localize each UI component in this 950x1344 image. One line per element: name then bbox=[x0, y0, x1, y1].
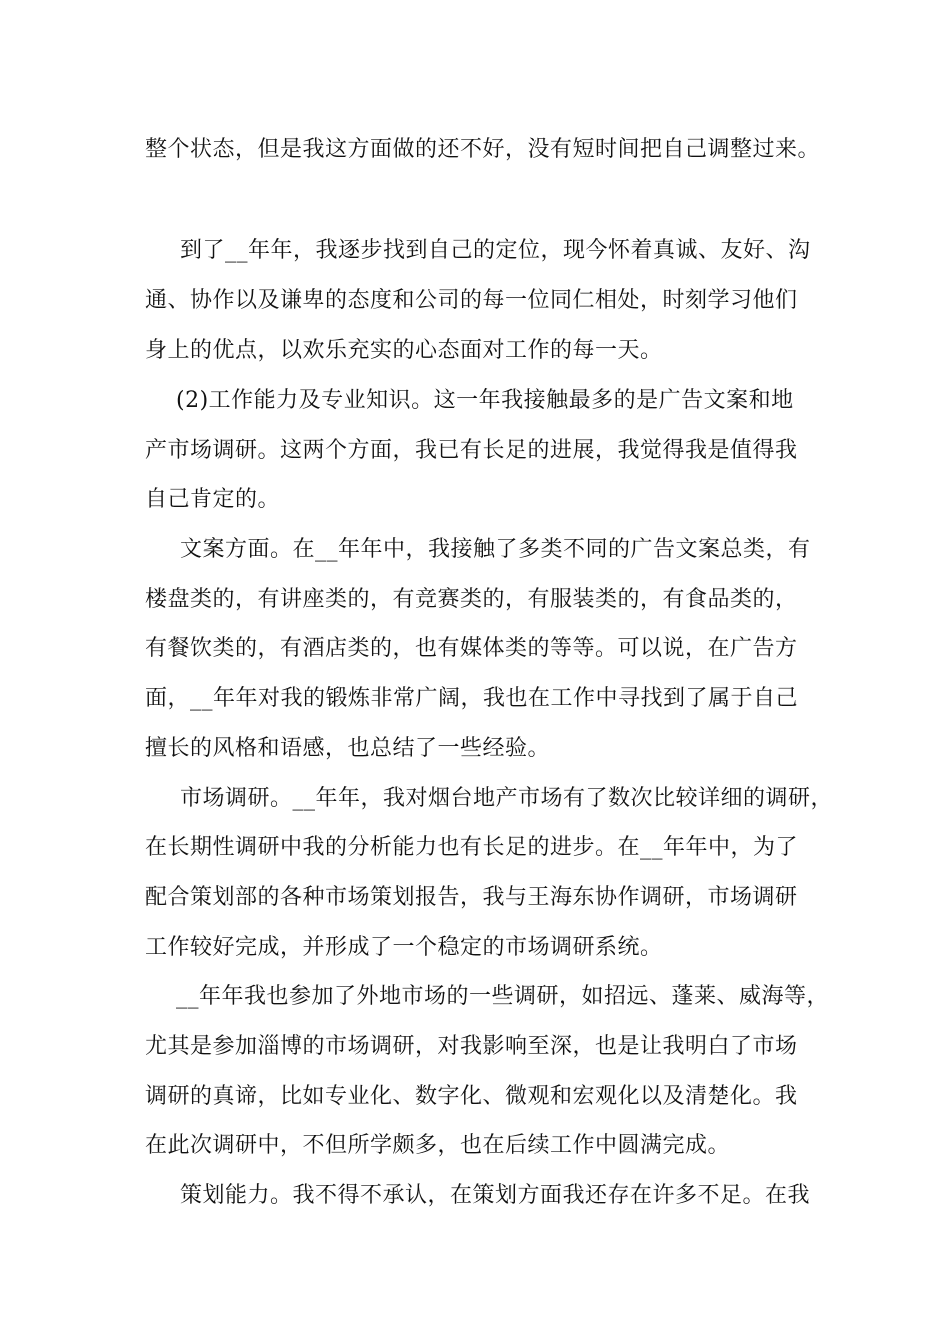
text-line: 在长期性调研中我的分析能力也有长足的进步。在__年年中，为了 bbox=[145, 835, 799, 860]
text-line: 擅长的风格和语感，也总结了一些经验。 bbox=[145, 736, 551, 761]
text-line: 工作较好完成，并形成了一个稳定的市场调研系统。 bbox=[145, 935, 663, 960]
text-line: 配合策划部的各种市场策划报告，我与王海东协作调研，市场调研 bbox=[145, 885, 798, 910]
text-line: 整个状态，但是我这方面做的还不好，没有短时间把自己调整过来。 bbox=[145, 137, 821, 162]
text-line: __年年我也参加了外地市场的一些调研，如招远、蓬莱、威海等， bbox=[176, 984, 830, 1009]
text-line: 在此次调研中，不但所学颇多，也在后续工作中圆满完成。 bbox=[145, 1133, 731, 1158]
text-line: 到了__年年，我逐步找到自己的定位，现今怀着真诚、友好、沟 bbox=[180, 238, 811, 263]
text-line: 通、协作以及谦卑的态度和公司的每一位同仁相处，时刻学习他们 bbox=[145, 288, 798, 313]
text-line: 市场调研。__年年，我对烟台地产市场有了数次比较详细的调研， bbox=[180, 786, 834, 811]
text-line: 调研的真谛，比如专业化、数字化、微观和宏观化以及清楚化。我 bbox=[145, 1084, 798, 1109]
text-line: 身上的优点，以欢乐充实的心态面对工作的每一天。 bbox=[145, 338, 663, 363]
text-line: 尤其是参加淄博的市场调研，对我影响至深，也是让我明白了市场 bbox=[145, 1034, 798, 1059]
text-line: 面，__年年对我的锻炼非常广阔，我也在工作中寻找到了属于自己 bbox=[145, 686, 799, 711]
text-line: 楼盘类的，有讲座类的，有竞赛类的，有服装类的，有食品类的， bbox=[145, 587, 798, 612]
text-line: 产市场调研。这两个方面，我已有长足的进展，我觉得我是值得我 bbox=[145, 438, 798, 463]
text-line: 策划能力。我不得不承认，在策划方面我还存在许多不足。在我 bbox=[180, 1183, 811, 1208]
text-line: 自己肯定的。 bbox=[145, 487, 281, 512]
text-line: 文案方面。在__年年中，我接触了多类不同的广告文案总类，有 bbox=[180, 537, 811, 562]
text-line: (2)工作能力及专业知识。这一年我接触最多的是广告文案和地 bbox=[176, 388, 794, 413]
text-line: 有餐饮类的，有酒店类的，也有媒体类的等等。可以说，在广告方 bbox=[145, 636, 798, 661]
